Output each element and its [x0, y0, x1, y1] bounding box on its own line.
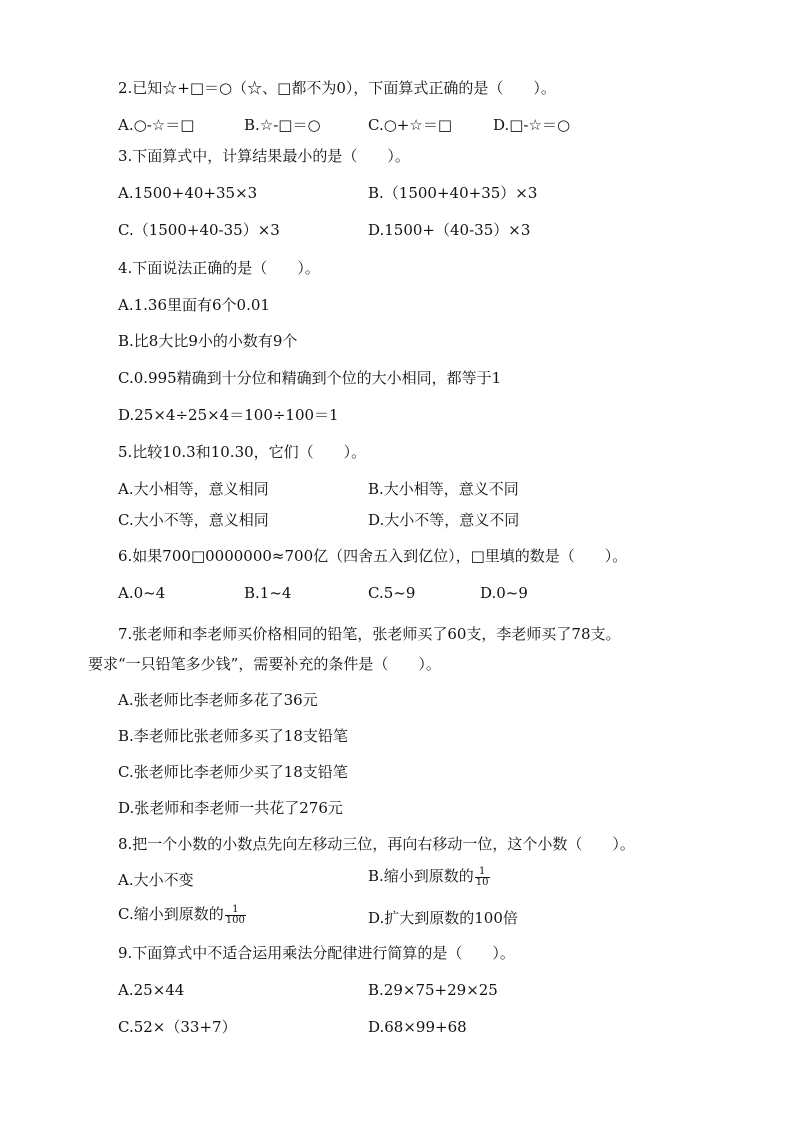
question-3-stem: 3.下面算式中，计算结果最小的是（ ）。	[118, 147, 410, 165]
question-4-stem: 4.下面说法正确的是（ ）。	[118, 259, 320, 277]
question-2-option-c: C.○+☆＝□	[368, 116, 452, 134]
question-4-option-b: B.比8大比9小的小数有9个	[118, 332, 298, 350]
question-5-option-d: D.大小不等，意义不同	[368, 511, 520, 529]
question-6-option-d: D.0~9	[480, 584, 528, 602]
question-5-stem: 5.比较10.3和10.30，它们（ ）。	[118, 443, 367, 461]
question-3-option-d: D.1500+（40-35）×3	[368, 221, 531, 239]
question-3-option-a: A.1500+40+35×3	[118, 184, 258, 202]
question-4-option-d: D.25×4÷25×4＝100÷100＝1	[118, 406, 339, 424]
fraction-one-tenth	[475, 867, 490, 888]
question-8-option-a: A.大小不变	[118, 871, 194, 889]
question-5-option-a: A.大小相等，意义相同	[118, 480, 269, 498]
question-9-stem: 9.下面算式中不适合运用乘法分配律进行简算的是（ ）。	[118, 944, 515, 962]
fraction-denominator: 100	[225, 914, 245, 926]
question-6-option-b: B.1~4	[244, 584, 292, 602]
question-8-stem: 8.把一个小数的小数点先向左移动三位，再向右移动一位，这个小数（ ）。	[118, 835, 635, 853]
question-8-option-b-text: B.缩小到原数的	[368, 867, 474, 885]
fraction-one-hundredth	[225, 905, 246, 926]
question-9-option-d: D.68×99+68	[368, 1018, 467, 1036]
question-8-option-d: D.扩大到原数的100倍	[368, 909, 518, 927]
question-5-option-c: C.大小不等，意义相同	[118, 511, 269, 529]
question-6-stem: 6.如果700□0000000≈700亿（四舍五入到亿位），□里填的数是（ ）。	[118, 547, 628, 565]
question-7-option-c: C.张老师比李老师少买了18支铅笔	[118, 763, 348, 781]
question-9-option-a: A.25×44	[118, 981, 185, 999]
question-3-option-b: B.（1500+40+35）×3	[368, 184, 538, 202]
question-7-stem-line1: 7.张老师和李老师买价格相同的铅笔，张老师买了60支，李老师买了78支。	[118, 625, 621, 643]
question-7-option-b: B.李老师比张老师多买了18支铅笔	[118, 727, 348, 745]
fraction-numerator: 1	[475, 867, 490, 878]
question-3-option-c: C.（1500+40-35）×3	[118, 221, 280, 239]
question-2-stem: 2.已知☆+□＝○（☆、□都不为0），下面算式正确的是（ ）。	[118, 79, 556, 97]
question-6-option-c: C.5~9	[368, 584, 416, 602]
question-4-option-c: C.0.995精确到十分位和精确到个位的大小相同，都等于1	[118, 369, 502, 387]
question-8-option-c-text: C.缩小到原数的	[118, 905, 224, 923]
fraction-denominator: 10	[475, 876, 489, 888]
question-2-option-a: A.○-☆＝□	[118, 116, 195, 134]
question-9-option-b: B.29×75+29×25	[368, 981, 498, 999]
question-8-option-c	[118, 904, 246, 926]
question-9-option-c: C.52×（33+7）	[118, 1018, 237, 1036]
question-5-option-b: B.大小相等，意义不同	[368, 480, 519, 498]
question-7-option-a: A.张老师比李老师多花了36元	[118, 691, 318, 709]
question-2-option-d: D.□-☆＝○	[493, 116, 571, 134]
question-2-option-b: B.☆-□＝○	[244, 116, 321, 134]
question-6-option-a: A.0~4	[118, 584, 166, 602]
question-7-stem-line2: 要求“一只铅笔多少钱”，需要补充的条件是（ ）。	[88, 655, 441, 673]
fraction-numerator: 1	[225, 905, 246, 916]
question-7-option-d: D.张老师和李老师一共花了276元	[118, 799, 343, 817]
question-4-option-a: A.1.36里面有6个0.01	[118, 296, 270, 314]
question-8-option-b	[368, 866, 490, 888]
